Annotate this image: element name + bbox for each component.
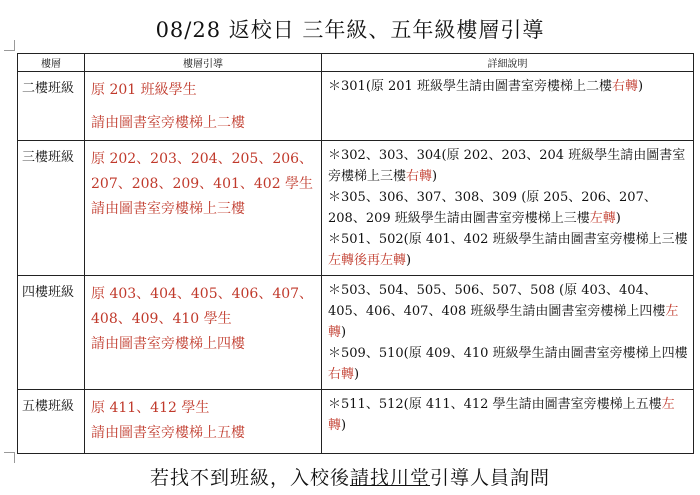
detail-text: ) — [341, 325, 347, 340]
direction-highlight: 左轉 — [328, 304, 679, 340]
guide-students: 原 202、203、204、205、206、207、208、209、401、402 學生 — [91, 151, 314, 192]
guide-students: 原 411、412 學生 — [91, 400, 210, 416]
floor-label: 五樓班級 — [18, 390, 85, 454]
guide-instruction: 請由圖書室旁樓梯上三樓 — [91, 201, 245, 217]
guide-students: 原 201 班級學生 — [91, 82, 197, 98]
header-detail: 詳細說明 — [322, 54, 694, 72]
table-row-floor-5 — [18, 390, 694, 454]
floor-label: 四樓班級 — [18, 276, 85, 390]
guide-students: 原 403、404、405、406、407、408、409、410 學生 — [91, 286, 314, 327]
detail-cell — [322, 276, 694, 390]
direction-highlight: 左轉後再左轉 — [328, 253, 407, 268]
guide-instruction: 請由圖書室旁樓梯上二樓 — [91, 115, 245, 131]
guide-cell — [85, 72, 322, 141]
detail-line — [328, 343, 689, 385]
detail-cell — [322, 390, 694, 454]
direction-highlight: 右轉 — [406, 169, 433, 184]
direction-highlight: 右轉 — [328, 367, 355, 382]
crop-mark-bottom-left — [4, 452, 15, 463]
direction-highlight: 左轉 — [328, 397, 675, 433]
detail-text: ＊501、502(原 401、402 班級學生請由圖書室旁樓梯上三樓 — [328, 232, 688, 247]
detail-text: ) — [341, 418, 347, 433]
table-header-row — [18, 54, 694, 72]
page-title: 08/28 返校日 三年級、五年級樓層引導 — [155, 18, 545, 42]
guide-instruction: 請由圖書室旁樓梯上五樓 — [91, 425, 245, 441]
floor-label: 二樓班級 — [18, 72, 85, 141]
header-guide: 樓層引導 — [85, 54, 322, 72]
detail-text: ) — [615, 211, 621, 226]
detail-text: ) — [406, 253, 412, 268]
guide-cell — [85, 141, 322, 276]
detail-text: ＊305、306、307、308、309 (原 205、206、207、208、209 班級學生請由圖書室旁樓梯上三樓 — [328, 190, 657, 226]
detail-cell — [322, 141, 694, 276]
detail-text: ＊301(原 201 班級學生請由圖書室旁樓梯上二樓 — [328, 79, 612, 94]
direction-highlight: 右轉 — [611, 79, 638, 94]
detail-line — [328, 229, 689, 271]
floor-label: 三樓班級 — [18, 141, 85, 276]
floor-guide-table — [17, 53, 694, 454]
detail-line — [328, 394, 689, 436]
table-row-floor-3 — [18, 141, 694, 276]
detail-text: ) — [354, 367, 360, 382]
footer-notice — [0, 463, 700, 490]
detail-text: ＊511、512(原 411、412 學生請由圖書室旁樓梯上五樓 — [328, 397, 662, 412]
footer-text-post: 引導人員詢問 — [430, 467, 551, 489]
direction-highlight: 左轉 — [589, 211, 616, 226]
table-row-floor-2 — [18, 72, 694, 141]
detail-line — [328, 280, 689, 343]
guide-cell — [85, 390, 322, 454]
detail-line — [328, 76, 689, 97]
footer-text-pre: 若找不到班級，入校後 — [149, 467, 350, 489]
header-floor: 樓層 — [18, 54, 85, 72]
detail-line — [328, 145, 689, 187]
detail-text: ) — [432, 169, 438, 184]
detail-cell — [322, 72, 694, 141]
detail-text: ＊509、510(原 409、410 班級學生請由圖書室旁樓梯上四樓 — [328, 346, 688, 361]
table-row-floor-4 — [18, 276, 694, 390]
guide-cell — [85, 276, 322, 390]
detail-text: ) — [637, 79, 644, 94]
detail-text: ＊503、504、505、506、507、508 (原 403、404、405、406、407、408 班級學生請由圖書室旁樓梯上四樓 — [328, 283, 666, 319]
footer-text-underlined: 請找川堂 — [349, 467, 430, 489]
detail-line — [328, 187, 689, 229]
guide-instruction: 請由圖書室旁樓梯上四樓 — [91, 336, 245, 352]
detail-text: ＊302、303、304(原 202、203、204 班級學生請由圖書室旁樓梯上三樓 — [328, 148, 686, 184]
